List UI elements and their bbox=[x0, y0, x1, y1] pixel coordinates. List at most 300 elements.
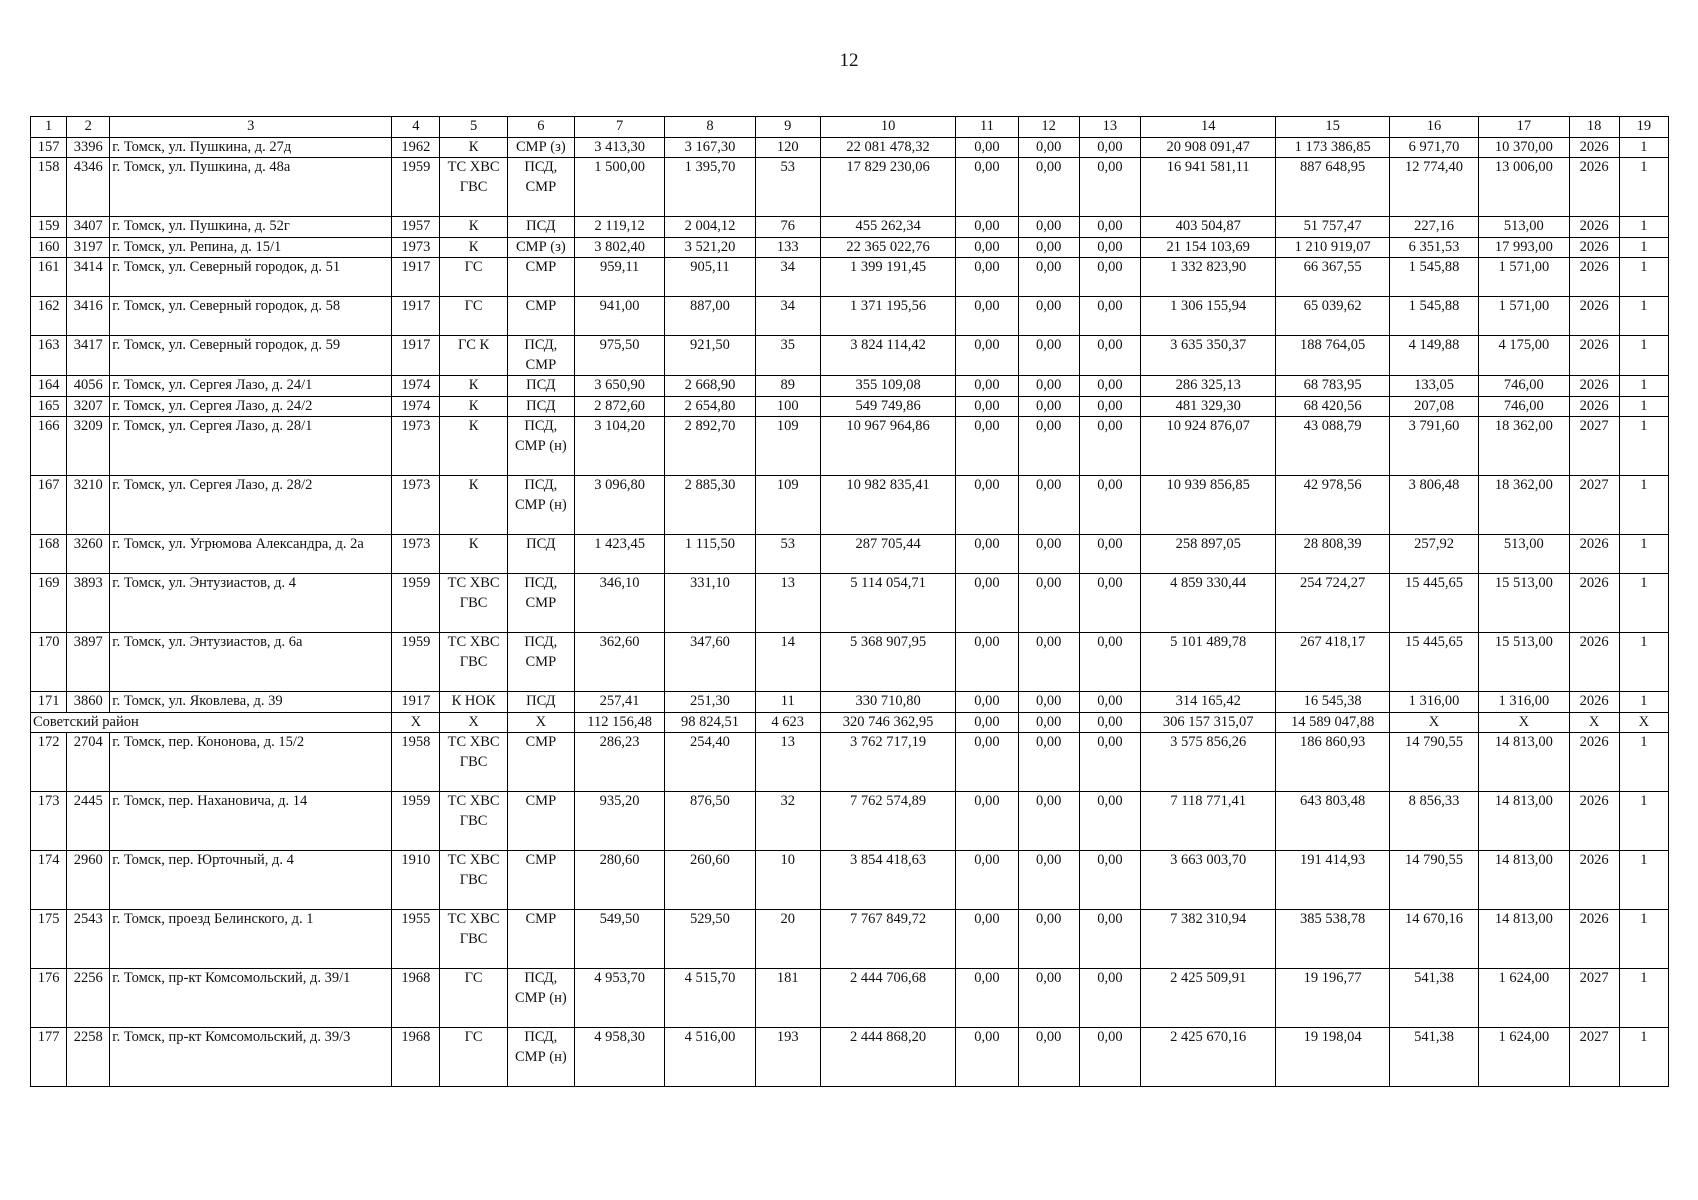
cell-regional-budget: 0,00 bbox=[1018, 969, 1079, 1028]
cell-total-cost: 5 114 054,71 bbox=[820, 574, 955, 633]
cell-total-cost: 10 967 964,86 bbox=[820, 417, 955, 476]
district-total-cell: 0,00 bbox=[1018, 712, 1079, 733]
cell-total-cost: 1 399 191,45 bbox=[820, 258, 955, 297]
cell-address: г. Томск, ул. Северный городок, д. 58 bbox=[110, 297, 392, 336]
district-total-cell: 0,00 bbox=[1079, 712, 1140, 733]
cell-local-budget: 0,00 bbox=[1079, 297, 1140, 336]
district-total-cell: X bbox=[440, 712, 507, 733]
cell-house-id: 3207 bbox=[67, 396, 110, 417]
cell-row-number: 163 bbox=[31, 336, 67, 376]
cell-house-id: 4056 bbox=[67, 376, 110, 397]
cell-unit-cost: 15 445,65 bbox=[1389, 633, 1478, 692]
cell-owners-funds: 314 165,42 bbox=[1140, 692, 1275, 713]
cell-house-id: 3417 bbox=[67, 336, 110, 376]
cell-stage: 1 bbox=[1619, 792, 1668, 851]
cell-residential-area: 905,11 bbox=[665, 258, 755, 297]
column-number: 16 bbox=[1389, 117, 1478, 138]
cell-total-area: 4 958,30 bbox=[574, 1028, 664, 1087]
cell-build-year: 1959 bbox=[392, 158, 440, 217]
cell-other-funds: 19 198,04 bbox=[1276, 1028, 1389, 1087]
cell-residents: 13 bbox=[755, 733, 820, 792]
cell-system-type: ГС bbox=[440, 258, 507, 297]
column-number: 10 bbox=[820, 117, 955, 138]
cell-federal-fund: 0,00 bbox=[956, 792, 1018, 851]
cell-system-type: ГС bbox=[440, 969, 507, 1028]
cell-system-type: К bbox=[440, 137, 507, 158]
cell-residents: 76 bbox=[755, 217, 820, 238]
cell-owners-funds: 4 859 330,44 bbox=[1140, 574, 1275, 633]
cell-federal-fund: 0,00 bbox=[956, 297, 1018, 336]
cell-local-budget: 0,00 bbox=[1079, 137, 1140, 158]
cell-row-number: 176 bbox=[31, 969, 67, 1028]
cell-other-funds: 887 648,95 bbox=[1276, 158, 1389, 217]
cell-year: 2027 bbox=[1569, 1028, 1619, 1087]
cell-system-type: ТС ХВС ГВС bbox=[440, 733, 507, 792]
column-number: 11 bbox=[956, 117, 1018, 138]
cell-total-cost: 7 767 849,72 bbox=[820, 910, 955, 969]
page-number: 12 bbox=[839, 50, 859, 71]
cell-house-id: 3209 bbox=[67, 417, 110, 476]
column-number: 15 bbox=[1276, 117, 1389, 138]
cell-stage: 1 bbox=[1619, 574, 1668, 633]
cell-local-budget: 0,00 bbox=[1079, 217, 1140, 238]
cell-other-funds: 51 757,47 bbox=[1276, 217, 1389, 238]
cell-residents: 193 bbox=[755, 1028, 820, 1087]
cell-house-id: 2543 bbox=[67, 910, 110, 969]
cell-work-type: ПСД bbox=[507, 217, 574, 238]
cell-federal-fund: 0,00 bbox=[956, 910, 1018, 969]
cell-local-budget: 0,00 bbox=[1079, 476, 1140, 535]
cell-total-area: 1 423,45 bbox=[574, 535, 664, 574]
cell-owners-funds: 3 663 003,70 bbox=[1140, 851, 1275, 910]
district-total-cell: 4 623 bbox=[755, 712, 820, 733]
cell-work-type: СМР bbox=[507, 851, 574, 910]
cell-total-area: 549,50 bbox=[574, 910, 664, 969]
cell-owners-funds: 20 908 091,47 bbox=[1140, 137, 1275, 158]
cell-federal-fund: 0,00 bbox=[956, 535, 1018, 574]
cell-year: 2026 bbox=[1569, 633, 1619, 692]
cell-work-type: ПСД, СМР (н) bbox=[507, 969, 574, 1028]
cell-build-year: 1968 bbox=[392, 1028, 440, 1087]
cell-max-unit-cost: 513,00 bbox=[1479, 535, 1569, 574]
cell-work-type: ПСД, СМР bbox=[507, 158, 574, 217]
cell-build-year: 1973 bbox=[392, 476, 440, 535]
cell-regional-budget: 0,00 bbox=[1018, 336, 1079, 376]
district-total-cell: X bbox=[1619, 712, 1668, 733]
table-row bbox=[31, 297, 1669, 336]
cell-year: 2026 bbox=[1569, 158, 1619, 217]
cell-unit-cost: 257,92 bbox=[1389, 535, 1478, 574]
cell-stage: 1 bbox=[1619, 297, 1668, 336]
cell-federal-fund: 0,00 bbox=[956, 476, 1018, 535]
cell-row-number: 160 bbox=[31, 237, 67, 258]
cell-max-unit-cost: 18 362,00 bbox=[1479, 417, 1569, 476]
cell-total-area: 3 802,40 bbox=[574, 237, 664, 258]
cell-owners-funds: 403 504,87 bbox=[1140, 217, 1275, 238]
cell-owners-funds: 481 329,30 bbox=[1140, 396, 1275, 417]
cell-total-area: 959,11 bbox=[574, 258, 664, 297]
cell-owners-funds: 1 332 823,90 bbox=[1140, 258, 1275, 297]
cell-year: 2026 bbox=[1569, 792, 1619, 851]
cell-other-funds: 188 764,05 bbox=[1276, 336, 1389, 376]
cell-max-unit-cost: 1 571,00 bbox=[1479, 297, 1569, 336]
cell-other-funds: 42 978,56 bbox=[1276, 476, 1389, 535]
cell-stage: 1 bbox=[1619, 237, 1668, 258]
cell-stage: 1 bbox=[1619, 910, 1668, 969]
cell-residential-area: 3 167,30 bbox=[665, 137, 755, 158]
cell-residential-area: 2 654,80 bbox=[665, 396, 755, 417]
cell-max-unit-cost: 14 813,00 bbox=[1479, 792, 1569, 851]
cell-house-id: 3396 bbox=[67, 137, 110, 158]
cell-row-number: 162 bbox=[31, 297, 67, 336]
cell-total-area: 935,20 bbox=[574, 792, 664, 851]
cell-year: 2027 bbox=[1569, 969, 1619, 1028]
cell-system-type: ТС ХВС ГВС bbox=[440, 851, 507, 910]
cell-federal-fund: 0,00 bbox=[956, 137, 1018, 158]
cell-regional-budget: 0,00 bbox=[1018, 733, 1079, 792]
cell-residents: 53 bbox=[755, 158, 820, 217]
district-total-cell: X bbox=[392, 712, 440, 733]
column-number: 3 bbox=[110, 117, 392, 138]
table-row bbox=[31, 376, 1669, 397]
cell-row-number: 177 bbox=[31, 1028, 67, 1087]
cell-federal-fund: 0,00 bbox=[956, 1028, 1018, 1087]
cell-local-budget: 0,00 bbox=[1079, 851, 1140, 910]
cell-max-unit-cost: 14 813,00 bbox=[1479, 851, 1569, 910]
cell-residential-area: 260,60 bbox=[665, 851, 755, 910]
cell-stage: 1 bbox=[1619, 396, 1668, 417]
cell-regional-budget: 0,00 bbox=[1018, 258, 1079, 297]
cell-row-number: 173 bbox=[31, 792, 67, 851]
cell-owners-funds: 3 635 350,37 bbox=[1140, 336, 1275, 376]
cell-owners-funds: 21 154 103,69 bbox=[1140, 237, 1275, 258]
cell-build-year: 1957 bbox=[392, 217, 440, 238]
cell-local-budget: 0,00 bbox=[1079, 376, 1140, 397]
cell-system-type: К bbox=[440, 376, 507, 397]
cell-house-id: 2258 bbox=[67, 1028, 110, 1087]
cell-stage: 1 bbox=[1619, 535, 1668, 574]
cell-work-type: СМР bbox=[507, 910, 574, 969]
cell-total-area: 975,50 bbox=[574, 336, 664, 376]
cell-residents: 109 bbox=[755, 417, 820, 476]
cell-residential-area: 876,50 bbox=[665, 792, 755, 851]
cell-total-area: 4 953,70 bbox=[574, 969, 664, 1028]
cell-residents: 53 bbox=[755, 535, 820, 574]
cell-house-id: 3197 bbox=[67, 237, 110, 258]
cell-local-budget: 0,00 bbox=[1079, 633, 1140, 692]
district-total-cell: X bbox=[507, 712, 574, 733]
cell-other-funds: 1 173 386,85 bbox=[1276, 137, 1389, 158]
cell-unit-cost: 541,38 bbox=[1389, 1028, 1478, 1087]
cell-work-type: СМР bbox=[507, 792, 574, 851]
cell-regional-budget: 0,00 bbox=[1018, 137, 1079, 158]
cell-unit-cost: 1 545,88 bbox=[1389, 297, 1478, 336]
cell-house-id: 3407 bbox=[67, 217, 110, 238]
cell-regional-budget: 0,00 bbox=[1018, 376, 1079, 397]
cell-other-funds: 385 538,78 bbox=[1276, 910, 1389, 969]
column-number: 4 bbox=[392, 117, 440, 138]
cell-address: г. Томск, ул. Энтузиастов, д. 4 bbox=[110, 574, 392, 633]
cell-system-type: ГС bbox=[440, 297, 507, 336]
cell-federal-fund: 0,00 bbox=[956, 237, 1018, 258]
table-row bbox=[31, 476, 1669, 535]
cell-system-type: ГС bbox=[440, 1028, 507, 1087]
cell-max-unit-cost: 13 006,00 bbox=[1479, 158, 1569, 217]
cell-other-funds: 186 860,93 bbox=[1276, 733, 1389, 792]
cell-local-budget: 0,00 bbox=[1079, 396, 1140, 417]
cell-address: г. Томск, ул. Сергея Лазо, д. 28/2 bbox=[110, 476, 392, 535]
table-row bbox=[31, 158, 1669, 217]
district-total-cell: 320 746 362,95 bbox=[820, 712, 955, 733]
cell-address: г. Томск, ул. Пушкина, д. 27д bbox=[110, 137, 392, 158]
cell-max-unit-cost: 15 513,00 bbox=[1479, 633, 1569, 692]
cell-max-unit-cost: 18 362,00 bbox=[1479, 476, 1569, 535]
cell-stage: 1 bbox=[1619, 851, 1668, 910]
cell-regional-budget: 0,00 bbox=[1018, 158, 1079, 217]
cell-federal-fund: 0,00 bbox=[956, 396, 1018, 417]
cell-system-type: К bbox=[440, 417, 507, 476]
column-number: 5 bbox=[440, 117, 507, 138]
cell-build-year: 1955 bbox=[392, 910, 440, 969]
cell-total-cost: 355 109,08 bbox=[820, 376, 955, 397]
cell-owners-funds: 2 425 509,91 bbox=[1140, 969, 1275, 1028]
cell-max-unit-cost: 1 624,00 bbox=[1479, 969, 1569, 1028]
cell-other-funds: 267 418,17 bbox=[1276, 633, 1389, 692]
cell-build-year: 1959 bbox=[392, 792, 440, 851]
cell-other-funds: 643 803,48 bbox=[1276, 792, 1389, 851]
cell-residents: 109 bbox=[755, 476, 820, 535]
cell-total-cost: 10 982 835,41 bbox=[820, 476, 955, 535]
cell-max-unit-cost: 14 813,00 bbox=[1479, 733, 1569, 792]
cell-address: г. Томск, пер. Юрточный, д. 4 bbox=[110, 851, 392, 910]
cell-residents: 89 bbox=[755, 376, 820, 397]
cell-row-number: 170 bbox=[31, 633, 67, 692]
cell-owners-funds: 3 575 856,26 bbox=[1140, 733, 1275, 792]
cell-total-area: 3 104,20 bbox=[574, 417, 664, 476]
cell-federal-fund: 0,00 bbox=[956, 851, 1018, 910]
column-number: 6 bbox=[507, 117, 574, 138]
cell-system-type: К bbox=[440, 535, 507, 574]
cell-build-year: 1968 bbox=[392, 969, 440, 1028]
cell-total-cost: 3 824 114,42 bbox=[820, 336, 955, 376]
cell-max-unit-cost: 15 513,00 bbox=[1479, 574, 1569, 633]
cell-unit-cost: 8 856,33 bbox=[1389, 792, 1478, 851]
cell-local-budget: 0,00 bbox=[1079, 417, 1140, 476]
cell-unit-cost: 3 791,60 bbox=[1389, 417, 1478, 476]
district-total-cell: X bbox=[1569, 712, 1619, 733]
cell-row-number: 161 bbox=[31, 258, 67, 297]
table-row bbox=[31, 910, 1669, 969]
cell-address: г. Томск, пер. Нахановича, д. 14 bbox=[110, 792, 392, 851]
cell-total-area: 3 650,90 bbox=[574, 376, 664, 397]
cell-residential-area: 921,50 bbox=[665, 336, 755, 376]
cell-regional-budget: 0,00 bbox=[1018, 633, 1079, 692]
cell-unit-cost: 14 790,55 bbox=[1389, 733, 1478, 792]
cell-residents: 10 bbox=[755, 851, 820, 910]
cell-regional-budget: 0,00 bbox=[1018, 476, 1079, 535]
cell-address: г. Томск, ул. Северный городок, д. 51 bbox=[110, 258, 392, 297]
cell-regional-budget: 0,00 bbox=[1018, 396, 1079, 417]
cell-local-budget: 0,00 bbox=[1079, 910, 1140, 969]
cell-total-cost: 2 444 868,20 bbox=[820, 1028, 955, 1087]
cell-year: 2026 bbox=[1569, 535, 1619, 574]
cell-residents: 13 bbox=[755, 574, 820, 633]
cell-year: 2026 bbox=[1569, 910, 1619, 969]
cell-residents: 20 bbox=[755, 910, 820, 969]
cell-local-budget: 0,00 bbox=[1079, 535, 1140, 574]
cell-federal-fund: 0,00 bbox=[956, 969, 1018, 1028]
cell-federal-fund: 0,00 bbox=[956, 376, 1018, 397]
cell-stage: 1 bbox=[1619, 336, 1668, 376]
table-row bbox=[31, 633, 1669, 692]
cell-unit-cost: 207,08 bbox=[1389, 396, 1478, 417]
cell-total-area: 346,10 bbox=[574, 574, 664, 633]
cell-residents: 133 bbox=[755, 237, 820, 258]
cell-year: 2026 bbox=[1569, 692, 1619, 713]
cell-work-type: СМР (з) bbox=[507, 137, 574, 158]
cell-other-funds: 66 367,55 bbox=[1276, 258, 1389, 297]
cell-build-year: 1917 bbox=[392, 692, 440, 713]
cell-year: 2026 bbox=[1569, 297, 1619, 336]
cell-max-unit-cost: 4 175,00 bbox=[1479, 336, 1569, 376]
cell-stage: 1 bbox=[1619, 692, 1668, 713]
cell-residents: 14 bbox=[755, 633, 820, 692]
cell-federal-fund: 0,00 bbox=[956, 733, 1018, 792]
cell-build-year: 1974 bbox=[392, 376, 440, 397]
cell-local-budget: 0,00 bbox=[1079, 258, 1140, 297]
cell-system-type: К bbox=[440, 217, 507, 238]
cell-row-number: 157 bbox=[31, 137, 67, 158]
table-row bbox=[31, 851, 1669, 910]
table-row bbox=[31, 336, 1669, 376]
cell-unit-cost: 6 971,70 bbox=[1389, 137, 1478, 158]
cell-build-year: 1959 bbox=[392, 574, 440, 633]
cell-residents: 34 bbox=[755, 297, 820, 336]
district-name: Советский район bbox=[31, 712, 392, 733]
column-number: 14 bbox=[1140, 117, 1275, 138]
cell-federal-fund: 0,00 bbox=[956, 574, 1018, 633]
cell-build-year: 1917 bbox=[392, 336, 440, 376]
cell-system-type: К bbox=[440, 476, 507, 535]
cell-build-year: 1962 bbox=[392, 137, 440, 158]
cell-total-cost: 22 365 022,76 bbox=[820, 237, 955, 258]
cell-other-funds: 65 039,62 bbox=[1276, 297, 1389, 336]
cell-year: 2026 bbox=[1569, 237, 1619, 258]
district-total-cell: X bbox=[1479, 712, 1569, 733]
cell-local-budget: 0,00 bbox=[1079, 336, 1140, 376]
cell-year: 2027 bbox=[1569, 476, 1619, 535]
cell-unit-cost: 14 670,16 bbox=[1389, 910, 1478, 969]
cell-address: г. Томск, ул. Энтузиастов, д. 6а bbox=[110, 633, 392, 692]
cell-total-cost: 287 705,44 bbox=[820, 535, 955, 574]
table-body bbox=[31, 117, 1669, 1087]
cell-residential-area: 254,40 bbox=[665, 733, 755, 792]
cell-total-cost: 5 368 907,95 bbox=[820, 633, 955, 692]
cell-house-id: 3210 bbox=[67, 476, 110, 535]
cell-max-unit-cost: 1 624,00 bbox=[1479, 1028, 1569, 1087]
cell-unit-cost: 227,16 bbox=[1389, 217, 1478, 238]
cell-work-type: ПСД bbox=[507, 376, 574, 397]
cell-address: г. Томск, ул. Пушкина, д. 48а bbox=[110, 158, 392, 217]
column-number: 13 bbox=[1079, 117, 1140, 138]
cell-stage: 1 bbox=[1619, 258, 1668, 297]
cell-work-type: ПСД bbox=[507, 535, 574, 574]
cell-address: г. Томск, ул. Пушкина, д. 52г bbox=[110, 217, 392, 238]
cell-address: г. Томск, ул. Сергея Лазо, д. 24/2 bbox=[110, 396, 392, 417]
cell-year: 2026 bbox=[1569, 258, 1619, 297]
cell-max-unit-cost: 1 571,00 bbox=[1479, 258, 1569, 297]
cell-address: г. Томск, пр-кт Комсомольский, д. 39/1 bbox=[110, 969, 392, 1028]
cell-stage: 1 bbox=[1619, 733, 1668, 792]
cell-system-type: К bbox=[440, 396, 507, 417]
cell-max-unit-cost: 14 813,00 bbox=[1479, 910, 1569, 969]
cell-local-budget: 0,00 bbox=[1079, 733, 1140, 792]
table-row bbox=[31, 535, 1669, 574]
table-row bbox=[31, 137, 1669, 158]
cell-house-id: 3897 bbox=[67, 633, 110, 692]
table-row bbox=[31, 417, 1669, 476]
cell-address: г. Томск, ул. Яковлева, д. 39 bbox=[110, 692, 392, 713]
cell-stage: 1 bbox=[1619, 158, 1668, 217]
cell-unit-cost: 6 351,53 bbox=[1389, 237, 1478, 258]
cell-federal-fund: 0,00 bbox=[956, 417, 1018, 476]
cell-other-funds: 191 414,93 bbox=[1276, 851, 1389, 910]
cell-residential-area: 4 516,00 bbox=[665, 1028, 755, 1087]
cell-owners-funds: 10 939 856,85 bbox=[1140, 476, 1275, 535]
column-number: 7 bbox=[574, 117, 664, 138]
cell-stage: 1 bbox=[1619, 969, 1668, 1028]
cell-residential-area: 887,00 bbox=[665, 297, 755, 336]
cell-system-type: К bbox=[440, 237, 507, 258]
cell-residential-area: 2 885,30 bbox=[665, 476, 755, 535]
cell-work-type: ПСД bbox=[507, 396, 574, 417]
cell-system-type: ГС К bbox=[440, 336, 507, 376]
cell-regional-budget: 0,00 bbox=[1018, 910, 1079, 969]
cell-federal-fund: 0,00 bbox=[956, 692, 1018, 713]
cell-local-budget: 0,00 bbox=[1079, 1028, 1140, 1087]
cell-other-funds: 16 545,38 bbox=[1276, 692, 1389, 713]
cell-year: 2026 bbox=[1569, 851, 1619, 910]
cell-max-unit-cost: 17 993,00 bbox=[1479, 237, 1569, 258]
cell-local-budget: 0,00 bbox=[1079, 574, 1140, 633]
cell-total-cost: 2 444 706,68 bbox=[820, 969, 955, 1028]
cell-regional-budget: 0,00 bbox=[1018, 792, 1079, 851]
cell-other-funds: 19 196,77 bbox=[1276, 969, 1389, 1028]
district-total-cell: 0,00 bbox=[956, 712, 1018, 733]
cell-unit-cost: 15 445,65 bbox=[1389, 574, 1478, 633]
cell-address: г. Томск, пер. Кононова, д. 15/2 bbox=[110, 733, 392, 792]
cell-system-type: ТС ХВС ГВС bbox=[440, 792, 507, 851]
cell-system-type: ТС ХВС ГВС bbox=[440, 574, 507, 633]
cell-unit-cost: 4 149,88 bbox=[1389, 336, 1478, 376]
column-number: 18 bbox=[1569, 117, 1619, 138]
cell-year: 2026 bbox=[1569, 217, 1619, 238]
cell-total-area: 362,60 bbox=[574, 633, 664, 692]
cell-system-type: ТС ХВС ГВС bbox=[440, 910, 507, 969]
cell-stage: 1 bbox=[1619, 1028, 1668, 1087]
cell-year: 2027 bbox=[1569, 417, 1619, 476]
cell-local-budget: 0,00 bbox=[1079, 158, 1140, 217]
cell-federal-fund: 0,00 bbox=[956, 336, 1018, 376]
cell-house-id: 2256 bbox=[67, 969, 110, 1028]
column-number: 9 bbox=[755, 117, 820, 138]
cell-build-year: 1973 bbox=[392, 237, 440, 258]
cell-max-unit-cost: 746,00 bbox=[1479, 376, 1569, 397]
cell-build-year: 1917 bbox=[392, 297, 440, 336]
cell-house-id: 4346 bbox=[67, 158, 110, 217]
cell-address: г. Томск, ул. Угрюмова Александра, д. 2а bbox=[110, 535, 392, 574]
cell-residential-area: 529,50 bbox=[665, 910, 755, 969]
